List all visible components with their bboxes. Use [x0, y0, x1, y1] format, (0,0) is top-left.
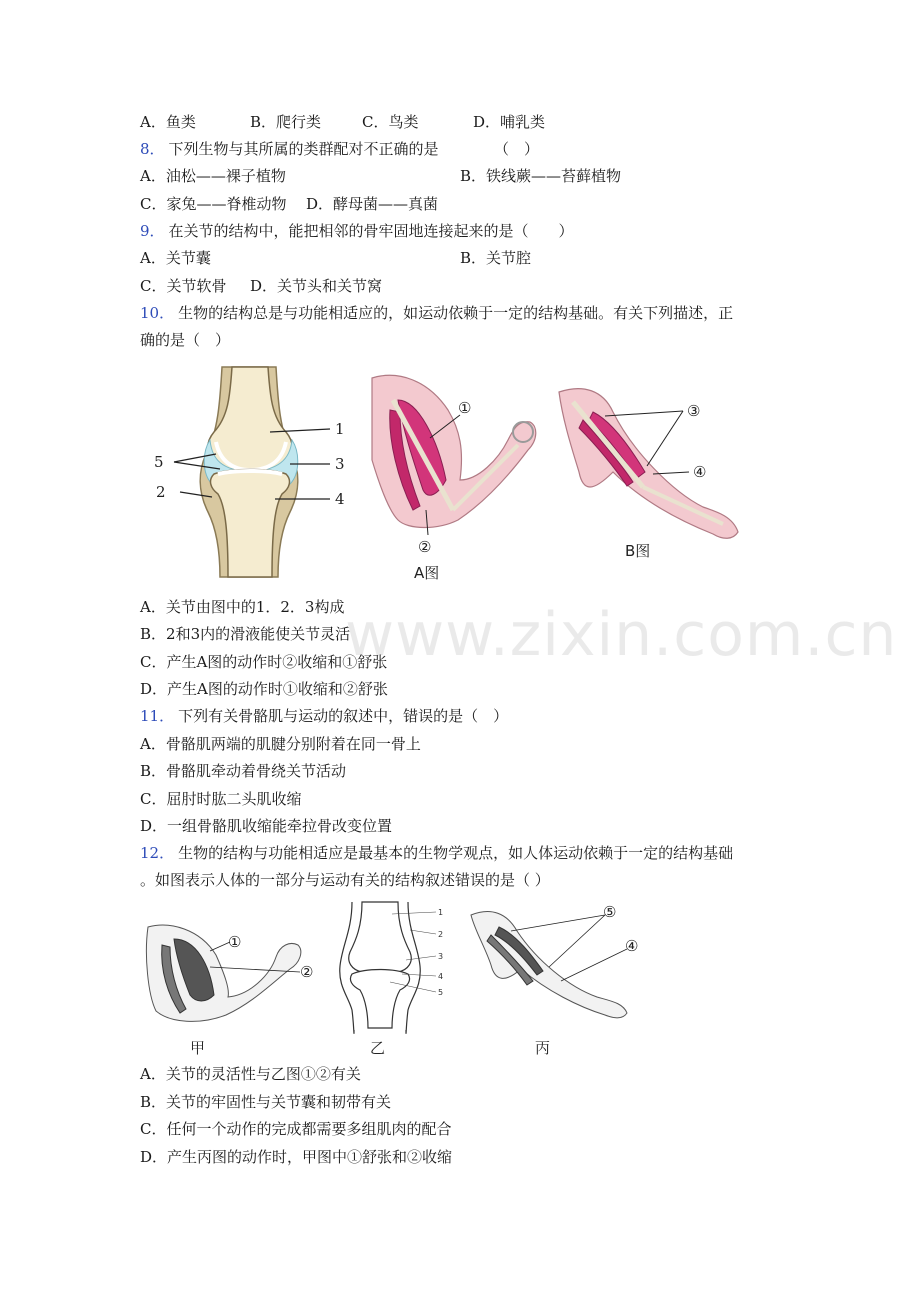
q8-text: 下列生物与其所属的类群配对不正确的是 — [168, 140, 439, 158]
q10-option-b: B．2和3内的滑液能使关节灵活 — [140, 625, 351, 643]
q11-option-c: C．屈肘时肱二头肌收缩 — [140, 790, 302, 808]
q8-option-a: A．油松——裸子植物 — [140, 167, 286, 185]
q10-stem-line2: 确的是（ ） — [140, 331, 231, 349]
q10-text-1: 生物的结构总是与功能相适应的，如运动依赖于一定的结构基础。有关下列描述，正 — [178, 304, 734, 322]
bing-label-5: ⑤ — [603, 905, 617, 921]
q12-stem-line1 — [140, 842, 733, 864]
q11-option-b: B．骨骼肌牵动着骨绕关节活动 — [140, 762, 347, 780]
q8-option-d: D．酵母菌——真菌 — [306, 195, 439, 213]
q9-option-b: B．关节腔 — [460, 249, 532, 267]
q12-bing-figure — [465, 905, 640, 1060]
q8-option-b: B．铁线蕨——苔藓植物 — [460, 167, 622, 185]
q8-option-c: C．家兔——脊椎动物 — [140, 195, 287, 213]
q12-jia-figure — [140, 915, 315, 1060]
q9-number: 9． — [140, 222, 165, 240]
jia-caption: 甲 — [190, 1039, 206, 1057]
q10-arm-a-figure — [368, 370, 548, 585]
q9-text: 在关节的结构中，能把相邻的骨牢固地连接起来的是（ ） — [168, 222, 574, 240]
q12-option-b: B．关节的牢固性与关节囊和韧带有关 — [140, 1093, 392, 1111]
yi-upper-bone-shape — [349, 902, 412, 974]
joint-label-2: 2 — [156, 483, 166, 501]
arm-a-label-2: ② — [418, 538, 432, 556]
yi-label-3: 3 — [438, 952, 444, 961]
yi-label-4: 4 — [438, 972, 444, 981]
joint-label-4: 4 — [335, 490, 345, 508]
q11-stem — [140, 705, 508, 727]
q7-option-c: C．鸟类 — [362, 113, 419, 131]
yi-label-1: 1 — [438, 908, 444, 917]
arm-a-caption: A图 — [414, 564, 440, 582]
yi-caption: 乙 — [370, 1039, 386, 1057]
q11-option-a: A．骨骼肌两端的肌腱分别附着在同一骨上 — [140, 735, 421, 753]
q9-option-d: D．关节头和关节窝 — [250, 277, 383, 295]
bing-arm-shape — [471, 912, 627, 1018]
q7-option-a: A．鱼类 — [140, 113, 196, 131]
q10-option-d: D．产生A图的动作时①收缩和②舒张 — [140, 680, 388, 698]
yi-label-5: 5 — [438, 988, 444, 997]
q9-option-a: A．关节囊 — [140, 249, 211, 267]
jia-label-2: ② — [300, 963, 314, 981]
arm-b-label-4: ④ — [693, 463, 707, 481]
q8-number: 8． — [140, 140, 165, 158]
arm-b-caption: B图 — [625, 542, 651, 560]
q7-option-b: B．爬行类 — [250, 113, 322, 131]
watermark: www.zixin.com.cn — [345, 600, 898, 670]
q12-number: 12． — [140, 844, 175, 862]
q7-option-d: D．哺乳类 — [473, 113, 546, 131]
q8-stem — [140, 138, 439, 160]
q10-stem-line1 — [140, 302, 733, 324]
q11-text: 下列有关骨骼肌与运动的叙述中，错误的是（ ） — [178, 707, 509, 725]
q10-option-c: C．产生A图的动作时②收缩和①舒张 — [140, 653, 388, 671]
q9-option-c: C．关节软骨 — [140, 277, 227, 295]
q11-number: 11． — [140, 707, 175, 725]
q9-stem — [140, 220, 574, 242]
yi-label-2: 2 — [438, 930, 444, 939]
arm-a-label-1: ① — [458, 399, 472, 417]
bing-caption: 丙 — [535, 1039, 551, 1057]
q8-bracket: （ ） — [494, 140, 540, 158]
q11-option-d: D．一组骨骼肌收缩能牵拉骨改变位置 — [140, 817, 393, 835]
q12-option-d: D．产生丙图的动作时，甲图中①舒张和②收缩 — [140, 1148, 453, 1166]
bing-label-4: ④ — [625, 937, 639, 955]
q10-joint-figure — [150, 362, 360, 582]
joint-label-1: 1 — [335, 420, 345, 438]
arm-b-label-3: ③ — [687, 402, 701, 420]
q12-text-1: 生物的结构与功能相适应是最基本的生物学观点，如人体运动依赖于一定的结构基础 — [178, 844, 734, 862]
q12-stem-line2: 。如图表示人体的一部分与运动有关的结构叙述错误的是（ ） — [140, 871, 550, 889]
q10-option-a: A．关节由图中的1．2．3构成 — [140, 598, 345, 616]
yi-lower-bone-shape — [350, 970, 409, 1029]
q12-option-c: C．任何一个动作的完成都需要多组肌肉的配合 — [140, 1120, 452, 1138]
joint-label-5: 5 — [154, 453, 164, 471]
jia-label-1: ① — [228, 933, 242, 951]
q12-option-a: A．关节的灵活性与乙图①②有关 — [140, 1065, 361, 1083]
q10-arm-b-figure — [553, 382, 743, 562]
joint-label-3: 3 — [335, 455, 345, 473]
q10-number: 10． — [140, 304, 175, 322]
q12-yi-figure — [330, 900, 450, 1060]
